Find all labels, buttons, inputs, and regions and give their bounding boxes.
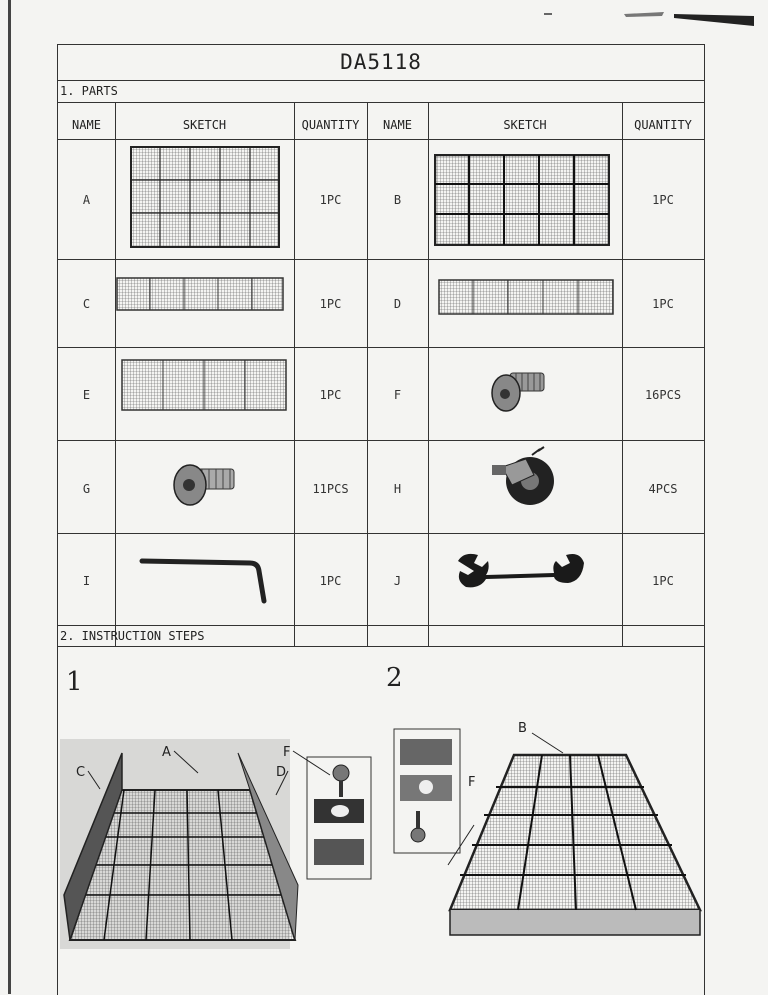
step-1-number: 1 [66,667,83,697]
header-sketch-left: SKETCH [182,118,227,132]
panel-e-sketch [121,359,287,411]
part-qty-a: 1PC [319,193,342,207]
rule [58,259,704,260]
header-quantity-left: QUANTITY [301,118,360,132]
rule [58,533,704,534]
part-qty-d: 1PC [652,297,674,311]
parts-section-title: 1. PARTS [60,84,118,98]
header-quantity-right: QUANTITY [634,118,692,132]
step-1-label-c: C [76,765,86,780]
part-qty-g: 11PCS [312,482,349,496]
header-name-right: NAME [383,118,412,132]
part-qty-h: 4PCS [648,482,678,496]
part-qty-c: 1PC [319,297,342,311]
step-1-label-a: A [162,745,171,760]
header-name-left: NAME [72,118,101,132]
bolt-g-sketch [170,455,240,513]
step-1-label-f: F [283,745,291,760]
panel-d-sketch [438,279,614,315]
step-2-number: 2 [386,663,403,693]
col-rule [367,102,368,646]
part-name-a: A [82,193,91,207]
part-name-b: B [393,193,402,207]
part-name-h: H [393,482,402,496]
col-rule [294,102,295,646]
part-qty-i: 1PC [319,574,342,588]
part-qty-e: 1PC [319,388,342,402]
rule [58,139,704,140]
allen-key-i-sketch [138,551,270,605]
step-2-label-b: B [518,721,527,736]
header-sketch-right: SKETCH [503,118,547,132]
part-qty-f: 16PCS [644,388,682,402]
bolt-f-sketch [488,363,550,419]
scan-edge [8,0,11,994]
step-2-illustration [388,725,704,965]
rule [58,102,704,103]
panel-b-sketch [434,154,610,246]
part-name-j: J [393,574,402,588]
wrench-j-sketch [456,549,586,593]
panel-c-sketch [116,277,284,311]
part-name-c: C [82,297,91,311]
instruction-sheet [57,44,705,995]
col-rule [115,102,116,646]
part-name-g: G [82,482,91,496]
step-1-illustration [60,735,390,955]
steps-section-title: 2. INSTRUCTION STEPS [60,629,205,643]
caster-h-sketch [482,445,562,509]
rule [58,347,704,348]
rule [58,440,704,441]
col-rule [622,102,623,646]
part-name-f: F [393,388,402,402]
part-name-e: E [82,388,91,402]
col-rule [428,102,429,646]
scan-smudge [524,8,754,26]
part-name-d: D [393,297,402,311]
step-1-label-d: D [276,765,287,780]
panel-a-sketch [130,146,280,248]
part-qty-b: 1PC [652,193,674,207]
part-qty-j: 1PC [652,574,674,588]
step-2-label-f: F [468,775,476,790]
rule [58,646,704,647]
document-title: DA5118 [58,45,704,81]
part-name-i: I [82,574,91,588]
rule [58,625,704,626]
